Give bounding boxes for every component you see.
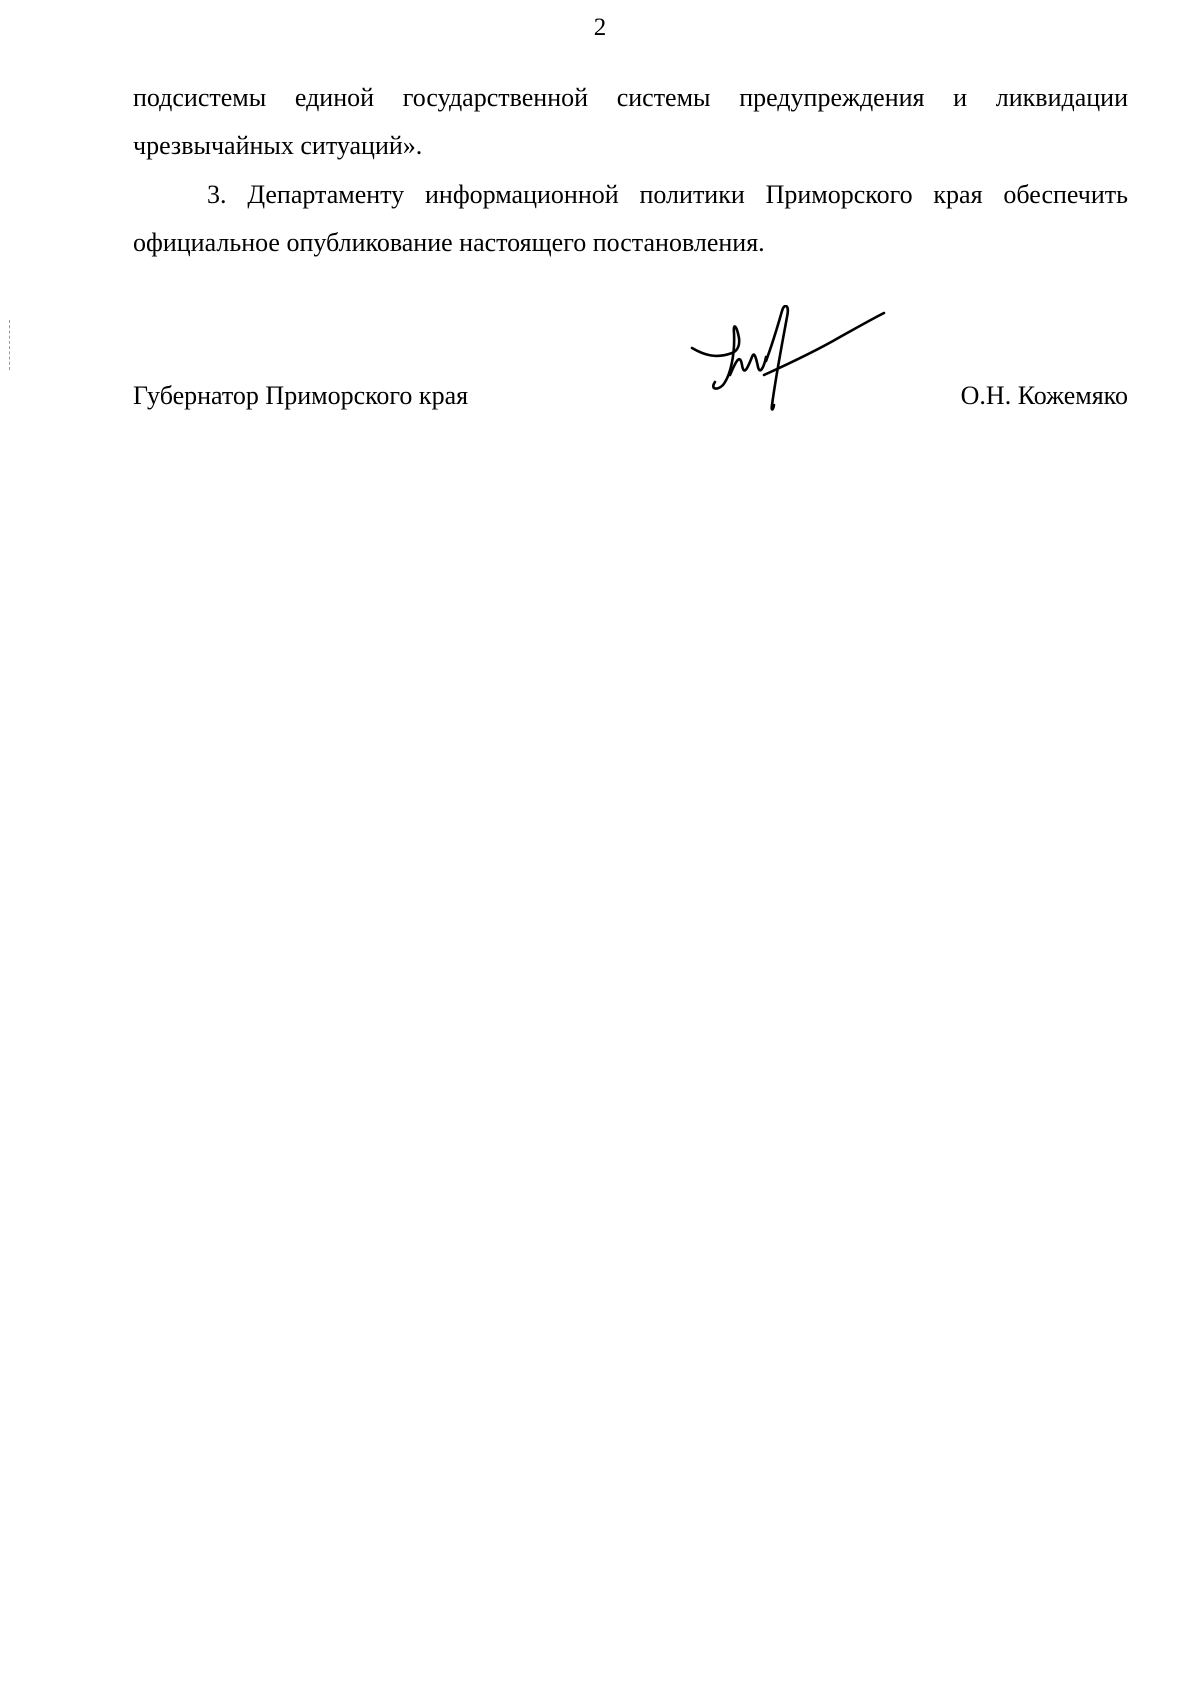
paragraph-3: 3. Департаменту информационной политики Приморского края обеспечить официальное опубликование настоящего постановления. (133, 180, 1128, 257)
margin-tick-marks (9, 320, 12, 370)
page-number: 2 (593, 14, 607, 41)
handwritten-signature-icon (690, 305, 890, 445)
paragraph-continuation: подсистемы единой государственной системы предупреждения и ликвидации чрезвычайных ситуаций». (133, 83, 1128, 160)
signatory-name: О.Н. Кожемяко (960, 381, 1128, 410)
signatory-title: Губернатор Приморского края (133, 381, 469, 410)
